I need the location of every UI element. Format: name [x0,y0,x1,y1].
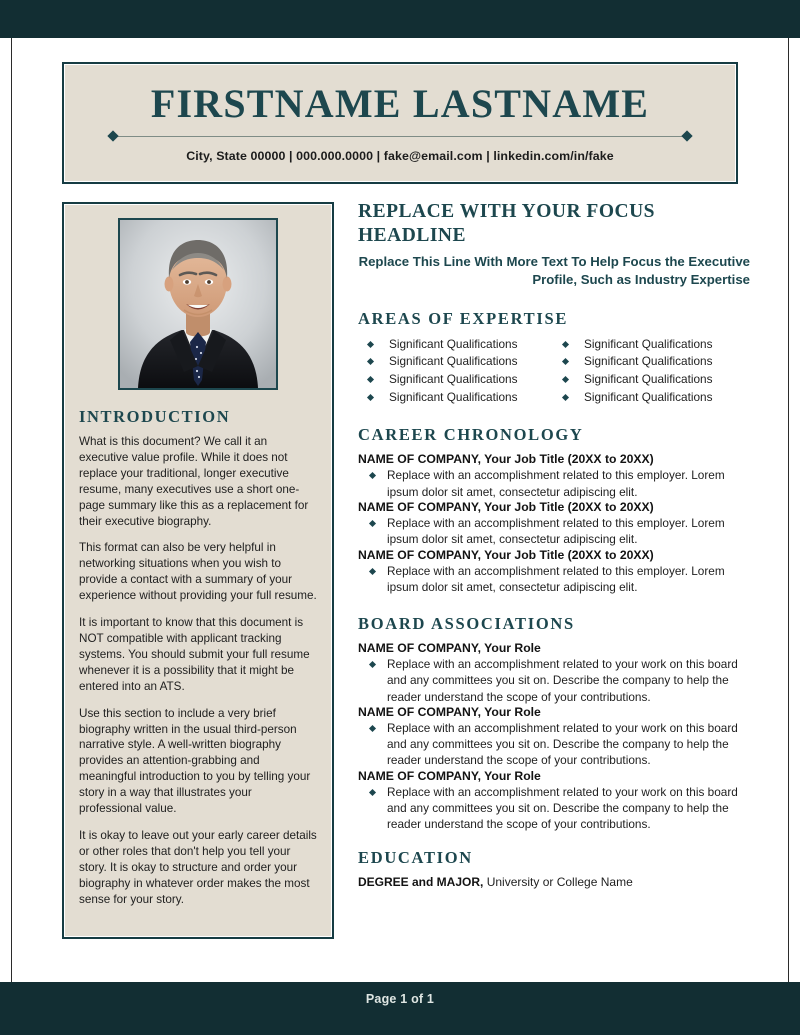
list-item [563,336,750,354]
career-entry-text: Replace with an accomplishment related to this employer. Lorem ipsum dolor sit amet, consectetur adipiscing elit. [387,468,725,499]
board-entry [358,641,750,705]
career-entry-bullet [370,467,750,500]
board-entry-text: Replace with an accomplishment related to your work on this board and any committees you sit on. Describe the company to help the reader understand the scope of your contributions. [387,784,738,832]
career-entry-text: Replace with an accomplishment related to this employer. Lorem ipsum dolor sit amet, consectetur adipiscing elit. [387,563,725,594]
page-border-right [788,38,789,982]
diamond-bullet-icon [562,394,569,401]
diamond-bullet-icon [369,520,376,527]
career-entry-text: Replace with an accomplishment related to this employer. Lorem ipsum dolor sit amet, consectetur adipiscing elit. [387,516,725,547]
intro-paragraph: Use this section to include a very brief biography written in the usual third-person narrative style. A well-written biography provides an attention-grabbing and meaningful introduction to you by telling your story in a way that illustrates your professional value. [79,706,311,816]
intro-paragraph: It is important to know that this document is NOT compatible with applicant tracking systems. You should submit your full resume whenever it is a possibility that it might be entered into an ATS. [79,616,310,693]
diamond-bullet-icon [367,376,374,383]
list-item [563,389,750,407]
page-border-left [11,38,12,982]
list-item [563,371,750,389]
education-heading: EDUCATION [358,848,473,868]
footer-band [0,982,800,1035]
board-entry-text: Replace with an accomplishment related to your work on this board and any committees you sit on. Describe the company to help the reader understand the scope of your contributions. [387,720,738,768]
diamond-bullet-icon [369,725,376,732]
list-item-label: Significant Qualifications [584,372,713,387]
list-item [368,336,555,354]
education-school: University or College Name [483,875,633,890]
list-item [563,353,750,371]
career-heading: CAREER CHRONOLOGY [358,425,584,445]
board-entry-title: NAME OF COMPANY, Your Role [358,768,541,783]
masthead-divider [109,132,691,140]
contact-line: City, State 00000 | 000.000.0000 | fake@email.com | linkedin.com/in/fake [186,149,614,163]
career-entry-bullet [370,563,750,596]
diamond-bullet-icon [367,341,374,348]
intro-paragraph: What is this document? We call it an executive value profile. While it does not replace your traditional, longer executive resume, many executives use a short one-page summary like this as a replacement for their executive biography. [79,435,309,528]
list-item-label: Significant Qualifications [584,336,713,351]
list-item-label: Significant Qualifications [584,389,713,404]
diamond-bullet-icon [367,358,374,365]
board-entry-bullet [370,784,750,833]
list-item [368,389,555,407]
board-entry-bullet [370,656,750,705]
candidate-name: FIRSTNAME LASTNAME [150,81,650,126]
expertise-heading: AREAS OF EXPERTISE [358,308,569,328]
career-entry-bullet [370,515,750,548]
focus-subline: Replace This Line With More Text To Help Focus the Executive Profile, Such as Industry Expertise [358,253,750,288]
list-item [368,353,555,371]
career-entry [358,452,750,500]
diamond-bullet-icon [369,789,376,796]
diamond-right-icon [681,130,692,141]
list-item [368,371,555,389]
board-entry [358,705,750,769]
diamond-left-icon [107,130,118,141]
board-entry-bullet [370,720,750,769]
diamond-bullet-icon [369,661,376,668]
main-column [358,200,750,889]
career-entry [358,500,750,548]
list-item-label: Significant Qualifications [389,354,518,369]
focus-headline: REPLACE WITH YOUR FOCUS HEADLINE [358,201,655,247]
board-entry-text: Replace with an accomplishment related to your work on this board and any committees you sit on. Describe the company to help the reader understand the scope of your contributions. [387,657,738,704]
diamond-bullet-icon [562,358,569,365]
board-entry-title: NAME OF COMPANY, Your Role [358,704,541,719]
intro-paragraph: This format can also be very helpful in networking situations when you wish to provide a contact with a summary of your experience without providing your full resume. [79,541,317,603]
diamond-bullet-icon [369,472,376,479]
divider-line [117,136,683,137]
introduction-heading: INTRODUCTION [79,407,231,426]
career-entry-title: NAME OF COMPANY, Your Job Title (20XX to 20XX) [358,452,654,467]
board-heading: BOARD ASSOCIATIONS [358,614,575,634]
sidebar-panel [62,202,334,939]
list-item-label: Significant Qualifications [584,354,713,369]
education-entry [358,875,750,889]
career-entry [358,548,750,596]
diamond-bullet-icon [367,394,374,401]
page-number-label: Page 1 of 1 [365,992,435,1006]
career-entry-title: NAME OF COMPANY, Your Job Title (20XX to 20XX) [358,500,654,514]
list-item-label: Significant Qualifications [389,372,518,387]
board-entry-title: NAME OF COMPANY, Your Role [358,641,541,656]
top-accent-band [0,0,800,38]
expertise-list [368,336,750,407]
list-item-label: Significant Qualifications [389,336,518,351]
diamond-bullet-icon [562,376,569,383]
education-degree: DEGREE and MAJOR, [358,875,484,890]
list-item-label: Significant Qualifications [389,389,518,404]
diamond-bullet-icon [369,567,376,574]
intro-paragraph: It is okay to leave out your early career details or other roles that don't help you tell your story. It is okay to structure and order your biography in whatever order makes the most sense for your story. [79,828,317,906]
masthead-panel [62,62,738,184]
career-entry-title: NAME OF COMPANY, Your Job Title (20XX to 20XX) [358,547,654,562]
board-entry [358,769,750,833]
headshot-photo [118,218,278,390]
diamond-bullet-icon [562,341,569,348]
